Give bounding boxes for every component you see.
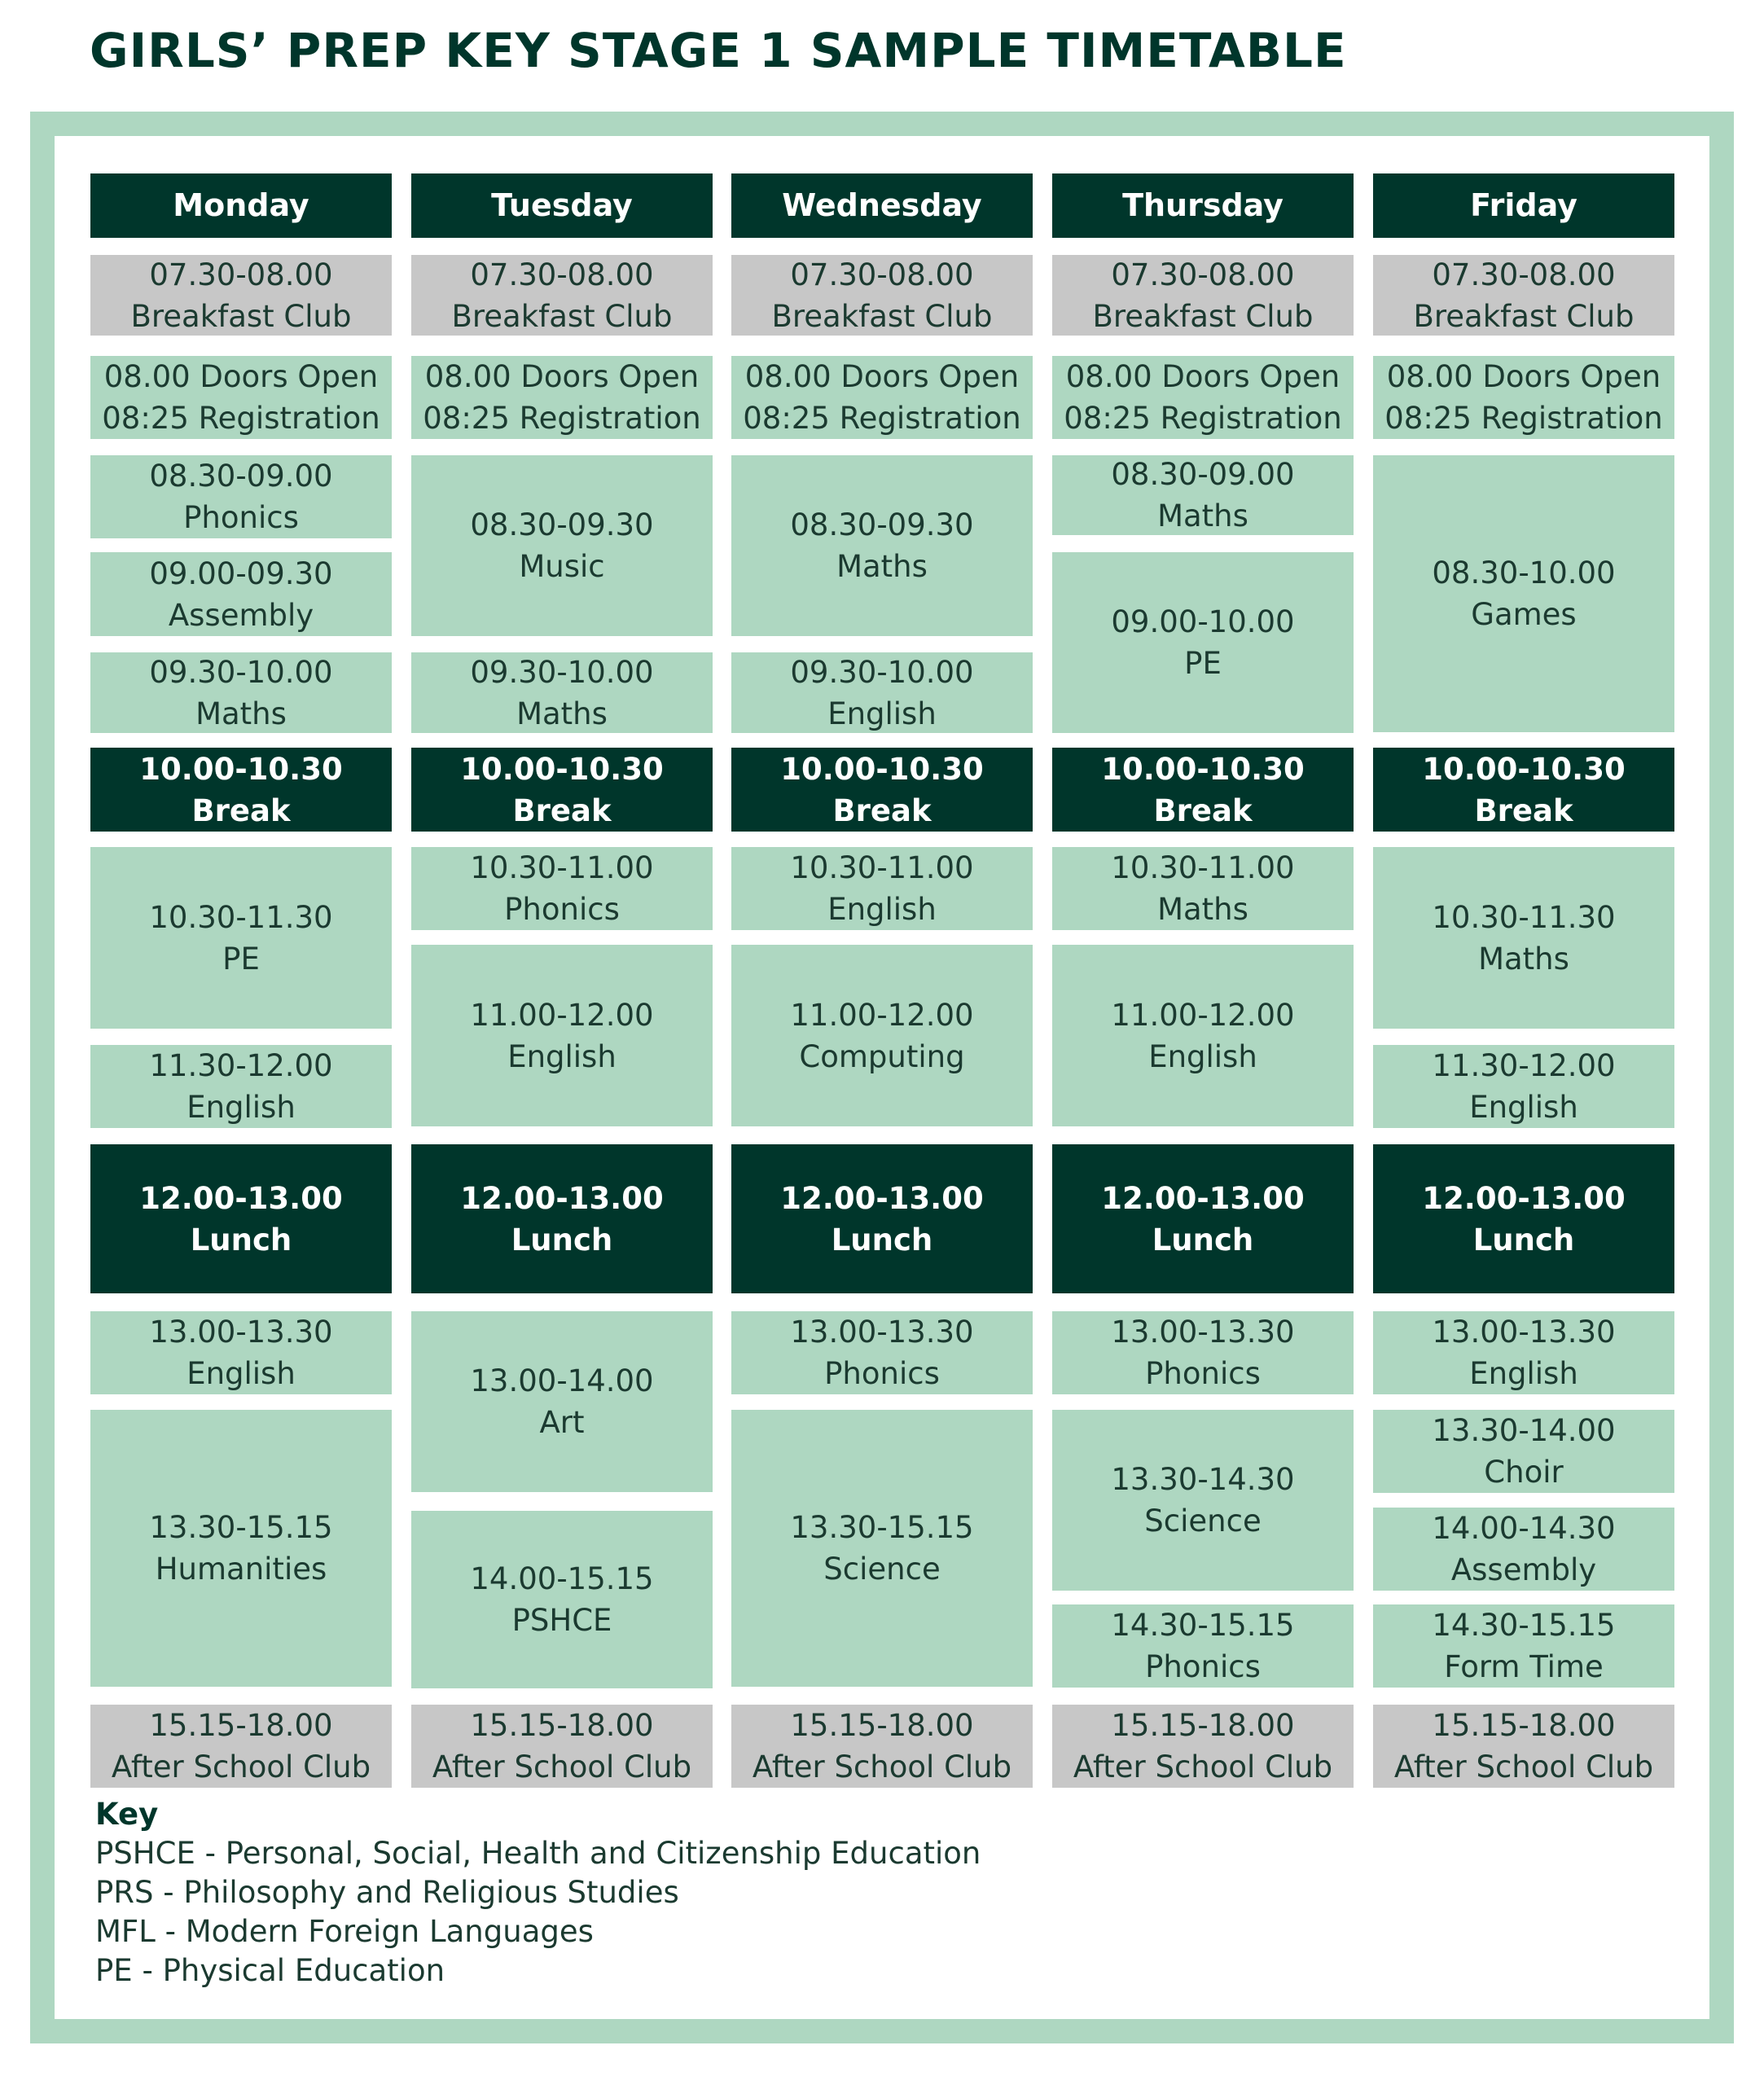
slot-time: 08.00 Doors Open bbox=[744, 359, 1020, 394]
slot-time: 08.00 Doors Open bbox=[103, 359, 379, 394]
slot-subject: Assembly bbox=[168, 597, 314, 633]
key-section bbox=[95, 1795, 981, 1991]
slot-time: 13.00-13.30 bbox=[1432, 1315, 1616, 1350]
timetable-slot-tuesday bbox=[411, 255, 713, 336]
timetable-slot-friday bbox=[1373, 1705, 1674, 1788]
slot-subject: Art bbox=[539, 1405, 585, 1440]
slot-time: 15.15-18.00 bbox=[1432, 1708, 1616, 1743]
slot-time: 07.30-08.00 bbox=[470, 257, 654, 292]
day-header-tuesday: Tuesday bbox=[411, 173, 713, 238]
slot-subject: Maths bbox=[516, 696, 608, 731]
timetable-slot-tuesday bbox=[411, 847, 713, 930]
slot-time: 13.00-13.30 bbox=[1111, 1315, 1295, 1350]
day-header-thursday: Thursday bbox=[1052, 173, 1354, 238]
slot-subject: After School Club bbox=[432, 1749, 692, 1784]
timetable-slot-tuesday bbox=[411, 356, 713, 439]
timetable-slot-friday bbox=[1373, 1045, 1674, 1128]
slot-time: 14.00-14.30 bbox=[1432, 1511, 1616, 1546]
slot-subject: Break bbox=[1474, 792, 1573, 828]
slot-subject: Music bbox=[519, 549, 605, 584]
slot-time: 11.30-12.00 bbox=[149, 1048, 333, 1083]
slot-subject: Computing bbox=[799, 1038, 965, 1074]
timetable-slot-friday bbox=[1373, 356, 1674, 439]
slot-subject: Science bbox=[823, 1552, 941, 1587]
slot-subject: English bbox=[827, 696, 937, 731]
timetable-slot-thursday bbox=[1052, 1144, 1354, 1293]
timetable-slot-monday bbox=[90, 1045, 392, 1128]
timetable-slot-friday bbox=[1373, 1311, 1674, 1394]
timetable-slot-friday bbox=[1373, 1410, 1674, 1493]
timetable-slot-monday bbox=[90, 1311, 392, 1394]
slot-time: 09.00-10.00 bbox=[1111, 604, 1295, 639]
slot-time: 12.00-13.00 bbox=[780, 1180, 984, 1216]
timetable-slot-thursday bbox=[1052, 552, 1354, 733]
key-item-mfl: MFL - Modern Foreign Languages bbox=[95, 1914, 594, 1949]
slot-subject: PE bbox=[1184, 646, 1222, 681]
timetable-slot-friday bbox=[1373, 1144, 1674, 1293]
timetable-slot-tuesday bbox=[411, 748, 713, 832]
slot-subject: Maths bbox=[195, 696, 287, 731]
slot-subject: English bbox=[186, 1090, 296, 1125]
slot-subject: Lunch bbox=[511, 1222, 613, 1258]
slot-time: 13.30-15.15 bbox=[790, 1510, 974, 1545]
timetable-slot-wednesday bbox=[731, 1144, 1033, 1293]
timetable-slot-tuesday bbox=[411, 1144, 713, 1293]
timetable-slot-tuesday bbox=[411, 1511, 713, 1688]
timetable-slot-wednesday bbox=[731, 1410, 1033, 1687]
slot-time: 12.00-13.00 bbox=[139, 1180, 343, 1216]
slot-subject: Choir bbox=[1484, 1455, 1564, 1490]
slot-time: 08.30-09.00 bbox=[1111, 457, 1295, 492]
timetable-slot-monday bbox=[90, 748, 392, 832]
slot-time: 13.30-14.30 bbox=[1111, 1462, 1295, 1497]
timetable-slot-tuesday bbox=[411, 1705, 713, 1788]
slot-subject: Maths bbox=[1157, 498, 1248, 533]
slot-subject: After School Club bbox=[111, 1749, 371, 1784]
slot-subject: English bbox=[1148, 1038, 1257, 1074]
timetable-slot-tuesday bbox=[411, 945, 713, 1126]
timetable-slot-thursday bbox=[1052, 455, 1354, 535]
slot-time: 09.30-10.00 bbox=[470, 654, 654, 690]
timetable-slot-monday bbox=[90, 1705, 392, 1788]
slot-subject: 08:25 Registration bbox=[423, 401, 701, 436]
slot-time: 09.30-10.00 bbox=[149, 654, 333, 690]
slot-subject: PSHCE bbox=[511, 1603, 612, 1638]
timetable-slot-monday bbox=[90, 1144, 392, 1293]
slot-subject: English bbox=[186, 1356, 296, 1391]
timetable-slot-wednesday bbox=[731, 356, 1033, 439]
slot-subject: Phonics bbox=[824, 1356, 940, 1391]
timetable-slot-wednesday bbox=[731, 652, 1033, 733]
slot-subject: Assembly bbox=[1450, 1552, 1597, 1587]
slot-time: 08.30-10.00 bbox=[1432, 555, 1616, 590]
timetable-slot-monday bbox=[90, 847, 392, 1029]
slot-time: 14.30-15.15 bbox=[1111, 1608, 1295, 1643]
slot-time: 10.30-11.30 bbox=[1432, 899, 1616, 935]
slot-subject: 08:25 Registration bbox=[1384, 401, 1663, 436]
timetable-slot-wednesday bbox=[731, 945, 1033, 1126]
slot-time: 10.00-10.30 bbox=[780, 751, 984, 787]
slot-subject: Lunch bbox=[1472, 1222, 1575, 1258]
slot-subject: English bbox=[1469, 1090, 1578, 1125]
timetable-slot-tuesday bbox=[411, 652, 713, 733]
day-header-friday: Friday bbox=[1373, 173, 1674, 238]
key-title: Key bbox=[95, 1797, 159, 1832]
slot-subject: After School Club bbox=[752, 1749, 1012, 1784]
timetable-slot-thursday bbox=[1052, 356, 1354, 439]
slot-time: 13.30-15.15 bbox=[149, 1510, 333, 1545]
timetable-slot-wednesday bbox=[731, 1705, 1033, 1788]
slot-time: 10.30-11.30 bbox=[149, 899, 333, 935]
day-header-wednesday: Wednesday bbox=[731, 173, 1033, 238]
timetable-slot-monday bbox=[90, 255, 392, 336]
slot-time: 10.30-11.00 bbox=[470, 850, 654, 885]
slot-time: 15.15-18.00 bbox=[790, 1708, 974, 1743]
slot-time: 15.15-18.00 bbox=[1111, 1708, 1295, 1743]
timetable-slot-monday bbox=[90, 552, 392, 636]
slot-subject: Maths bbox=[836, 549, 928, 584]
slot-subject: Form Time bbox=[1444, 1649, 1604, 1684]
timetable-slot-thursday bbox=[1052, 847, 1354, 930]
slot-subject: Maths bbox=[1478, 941, 1569, 977]
slot-time: 08.30-09.30 bbox=[790, 507, 974, 542]
timetable-slot-monday bbox=[90, 356, 392, 439]
slot-time: 08.30-09.30 bbox=[470, 507, 654, 542]
timetable-slot-thursday bbox=[1052, 748, 1354, 832]
slot-time: 11.00-12.00 bbox=[790, 997, 974, 1033]
timetable-slot-wednesday bbox=[731, 748, 1033, 832]
slot-subject: 08:25 Registration bbox=[1064, 401, 1342, 436]
slot-time: 08.00 Doors Open bbox=[1386, 359, 1661, 394]
slot-time: 13.00-14.00 bbox=[470, 1363, 654, 1398]
slot-subject: Maths bbox=[1157, 892, 1248, 927]
slot-subject: 08:25 Registration bbox=[102, 401, 380, 436]
slot-subject: English bbox=[1469, 1356, 1578, 1391]
key-item-prs: PRS - Philosophy and Religious Studies bbox=[95, 1875, 679, 1910]
page-title: GIRLS’ PREP KEY STAGE 1 SAMPLE TIMETABLE bbox=[90, 23, 1347, 78]
slot-time: 07.30-08.00 bbox=[790, 257, 974, 292]
slot-subject: Phonics bbox=[504, 892, 620, 927]
slot-subject: Break bbox=[832, 792, 932, 828]
slot-subject: Break bbox=[512, 792, 612, 828]
slot-subject: Breakfast Club bbox=[1092, 298, 1314, 334]
timetable-slot-wednesday bbox=[731, 455, 1033, 636]
slot-subject: 08:25 Registration bbox=[743, 401, 1021, 436]
slot-subject: Phonics bbox=[183, 500, 299, 535]
slot-time: 10.00-10.30 bbox=[460, 751, 664, 787]
timetable-slot-thursday bbox=[1052, 1705, 1354, 1788]
key-item-pe: PE - Physical Education bbox=[95, 1953, 445, 1988]
slot-time: 07.30-08.00 bbox=[1111, 257, 1295, 292]
day-header-monday: Monday bbox=[90, 173, 392, 238]
slot-time: 10.00-10.30 bbox=[1101, 751, 1305, 787]
slot-time: 12.00-13.00 bbox=[1422, 1180, 1626, 1216]
timetable-slot-wednesday bbox=[731, 847, 1033, 930]
slot-time: 10.00-10.30 bbox=[1422, 751, 1626, 787]
slot-subject: Games bbox=[1471, 597, 1577, 632]
slot-time: 12.00-13.00 bbox=[1101, 1180, 1305, 1216]
slot-time: 15.15-18.00 bbox=[470, 1708, 654, 1743]
slot-time: 10.30-11.00 bbox=[790, 850, 974, 885]
slot-subject: After School Club bbox=[1393, 1749, 1654, 1784]
slot-subject: Lunch bbox=[831, 1222, 933, 1258]
timetable-slot-monday bbox=[90, 652, 392, 733]
slot-subject: PE bbox=[222, 941, 260, 977]
slot-subject: English bbox=[827, 892, 937, 927]
slot-subject: Breakfast Club bbox=[1413, 298, 1635, 334]
slot-subject: After School Club bbox=[1073, 1749, 1333, 1784]
slot-time: 14.30-15.15 bbox=[1432, 1608, 1616, 1643]
key-item-pshce: PSHCE - Personal, Social, Health and Citizenship Education bbox=[95, 1836, 981, 1871]
timetable-slot-thursday bbox=[1052, 1311, 1354, 1394]
slot-subject: Phonics bbox=[1145, 1649, 1261, 1684]
slot-time: 12.00-13.00 bbox=[460, 1180, 664, 1216]
timetable-slot-wednesday bbox=[731, 1311, 1033, 1394]
slot-time: 07.30-08.00 bbox=[1432, 257, 1616, 292]
slot-time: 10.00-10.30 bbox=[139, 751, 343, 787]
timetable-slot-thursday bbox=[1052, 1604, 1354, 1688]
slot-time: 13.30-14.00 bbox=[1432, 1413, 1616, 1448]
slot-subject: Science bbox=[1144, 1503, 1262, 1539]
slot-time: 13.00-13.30 bbox=[149, 1315, 333, 1350]
slot-subject: Phonics bbox=[1145, 1356, 1261, 1391]
slot-subject: Break bbox=[191, 792, 291, 828]
slot-time: 14.00-15.15 bbox=[470, 1561, 654, 1596]
slot-time: 07.30-08.00 bbox=[149, 257, 333, 292]
slot-subject: Breakfast Club bbox=[771, 298, 993, 334]
slot-time: 11.00-12.00 bbox=[470, 997, 654, 1033]
timetable-slot-friday bbox=[1373, 1604, 1674, 1688]
slot-time: 09.00-09.30 bbox=[149, 555, 333, 591]
timetable-slot-friday bbox=[1373, 455, 1674, 732]
slot-subject: Lunch bbox=[190, 1222, 292, 1258]
slot-time: 10.30-11.00 bbox=[1111, 850, 1295, 885]
slot-time: 09.30-10.00 bbox=[790, 654, 974, 690]
timetable-slot-friday bbox=[1373, 748, 1674, 832]
timetable-slot-thursday bbox=[1052, 1410, 1354, 1591]
slot-time: 08.30-09.00 bbox=[149, 459, 333, 494]
slot-subject: Humanities bbox=[155, 1552, 327, 1587]
slot-subject: Lunch bbox=[1152, 1222, 1254, 1258]
slot-time: 11.00-12.00 bbox=[1111, 997, 1295, 1033]
slot-time: 11.30-12.00 bbox=[1432, 1048, 1616, 1083]
timetable-slot-monday bbox=[90, 1410, 392, 1687]
timetable-slot-wednesday bbox=[731, 255, 1033, 336]
slot-subject: Break bbox=[1153, 792, 1253, 828]
slot-subject: Breakfast Club bbox=[451, 298, 673, 334]
slot-time: 15.15-18.00 bbox=[149, 1708, 333, 1743]
timetable-slot-friday bbox=[1373, 255, 1674, 336]
timetable-slot-friday bbox=[1373, 847, 1674, 1029]
slot-time: 08.00 Doors Open bbox=[1065, 359, 1341, 394]
slot-time: 13.00-13.30 bbox=[790, 1315, 974, 1350]
timetable-slot-friday bbox=[1373, 1508, 1674, 1591]
timetable-slot-tuesday bbox=[411, 1311, 713, 1492]
slot-subject: Breakfast Club bbox=[130, 298, 352, 334]
timetable-slot-tuesday bbox=[411, 455, 713, 636]
timetable-slot-thursday bbox=[1052, 945, 1354, 1126]
timetable-slot-thursday bbox=[1052, 255, 1354, 336]
timetable-slot-monday bbox=[90, 455, 392, 538]
slot-subject: English bbox=[507, 1038, 617, 1074]
slot-time: 08.00 Doors Open bbox=[424, 359, 700, 394]
